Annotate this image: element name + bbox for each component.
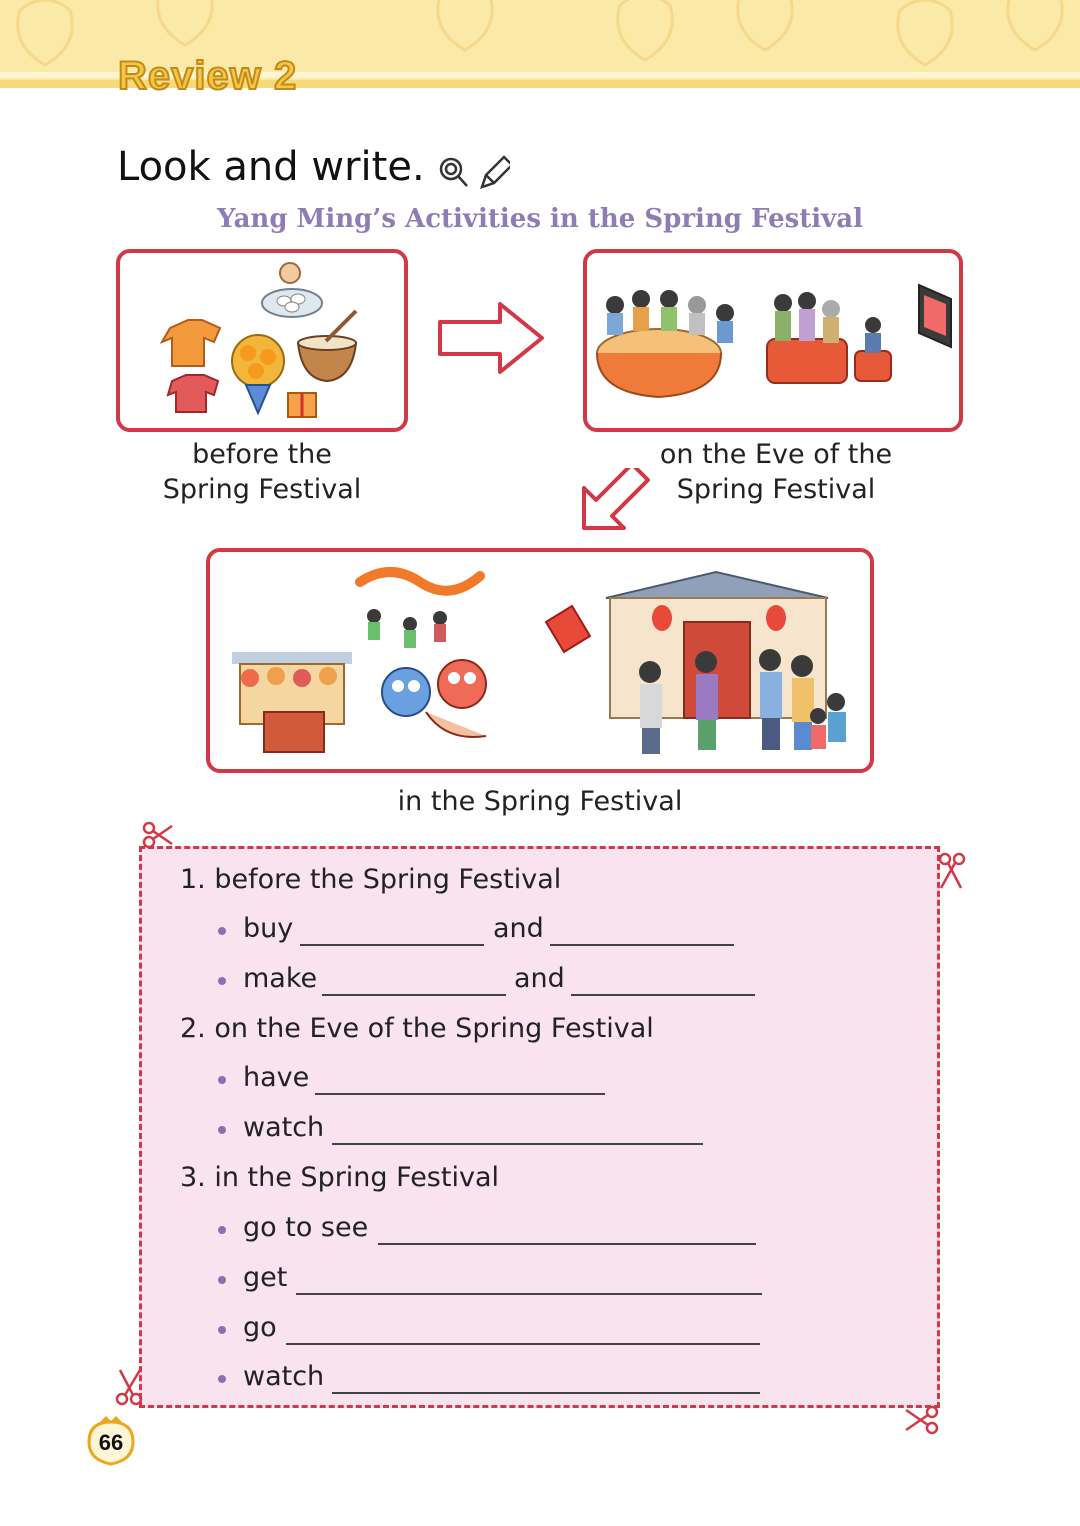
answer-blank[interactable]: [571, 994, 755, 996]
bullet-dot: [218, 1276, 226, 1284]
row-verb: watch: [243, 1361, 325, 1392]
caption-before-line2: Spring Festival: [162, 474, 362, 505]
instruction-icons: [438, 155, 510, 195]
answer-blank[interactable]: [286, 1343, 760, 1345]
down-left-arrow-icon: [578, 468, 658, 546]
row-verb: make: [243, 963, 318, 994]
bullet-dot: [218, 1226, 226, 1234]
caption-eve-line2: Spring Festival: [676, 474, 876, 505]
review-title: Review 2: [118, 54, 298, 98]
bullet-row: [218, 1312, 768, 1348]
row-verb: go to see: [243, 1212, 369, 1243]
bullet-row: [218, 1262, 768, 1298]
caption-eve-line1: on the Eve of the: [659, 439, 893, 470]
page-number-badge: [86, 1412, 136, 1466]
page-number: 66: [98, 1430, 124, 1455]
bullet-dot: [218, 1076, 226, 1084]
bullet-row: [218, 1212, 768, 1248]
section-2-heading: 2. on the Eve of the Spring Festival: [180, 1013, 654, 1044]
bullet-row: [218, 1361, 768, 1397]
family-dinner-illustration: [587, 253, 959, 428]
row-verb: get: [243, 1262, 288, 1293]
scissors-icon: [142, 820, 174, 854]
bullet-dot: [218, 1326, 226, 1334]
instruction-heading: Look and write.: [117, 144, 425, 190]
shopping-illustration: [120, 253, 404, 428]
caption-in-festival: in the Spring Festival: [397, 786, 683, 817]
activities-subtitle: Yang Ming’s Activities in the Spring Festival: [217, 204, 863, 234]
row-verb: watch: [243, 1112, 325, 1143]
row-verb: have: [243, 1062, 310, 1093]
scissors-icon: [904, 1404, 940, 1440]
right-arrow-icon: [436, 300, 548, 380]
answer-blank[interactable]: [300, 944, 484, 946]
answer-blank[interactable]: [550, 944, 734, 946]
row-joiner: and: [514, 963, 565, 994]
caption-before: [116, 437, 408, 507]
bullet-dot: [218, 927, 226, 935]
festival-illustration: [210, 552, 870, 769]
bullet-dot: [218, 977, 226, 985]
bullet-row: [218, 1062, 618, 1098]
magnifier-icon: [441, 159, 467, 186]
row-verb: buy: [243, 913, 294, 944]
answer-blank[interactable]: [378, 1243, 756, 1245]
answer-blank[interactable]: [332, 1143, 703, 1145]
section-3-heading: 3. in the Spring Festival: [180, 1162, 499, 1193]
scissors-icon: [114, 1366, 146, 1410]
answer-blank[interactable]: [322, 994, 506, 996]
row-joiner: and: [493, 913, 544, 944]
bullet-row: [218, 963, 768, 999]
answer-blank[interactable]: [296, 1293, 762, 1295]
bullet-row: [218, 1112, 718, 1148]
pencil-icon: [482, 157, 510, 187]
bullet-dot: [218, 1375, 226, 1383]
picture-in-festival: [206, 548, 874, 773]
row-verb: go: [243, 1312, 277, 1343]
picture-before-festival: [116, 249, 408, 432]
picture-eve: [583, 249, 963, 432]
scissors-icon: [935, 852, 967, 896]
answer-blank[interactable]: [332, 1392, 760, 1394]
answer-blank[interactable]: [315, 1093, 605, 1095]
caption-before-line1: before the: [192, 439, 332, 470]
bullet-row: [218, 913, 748, 949]
bullet-dot: [218, 1126, 226, 1134]
section-1-heading: 1. before the Spring Festival: [180, 864, 562, 895]
